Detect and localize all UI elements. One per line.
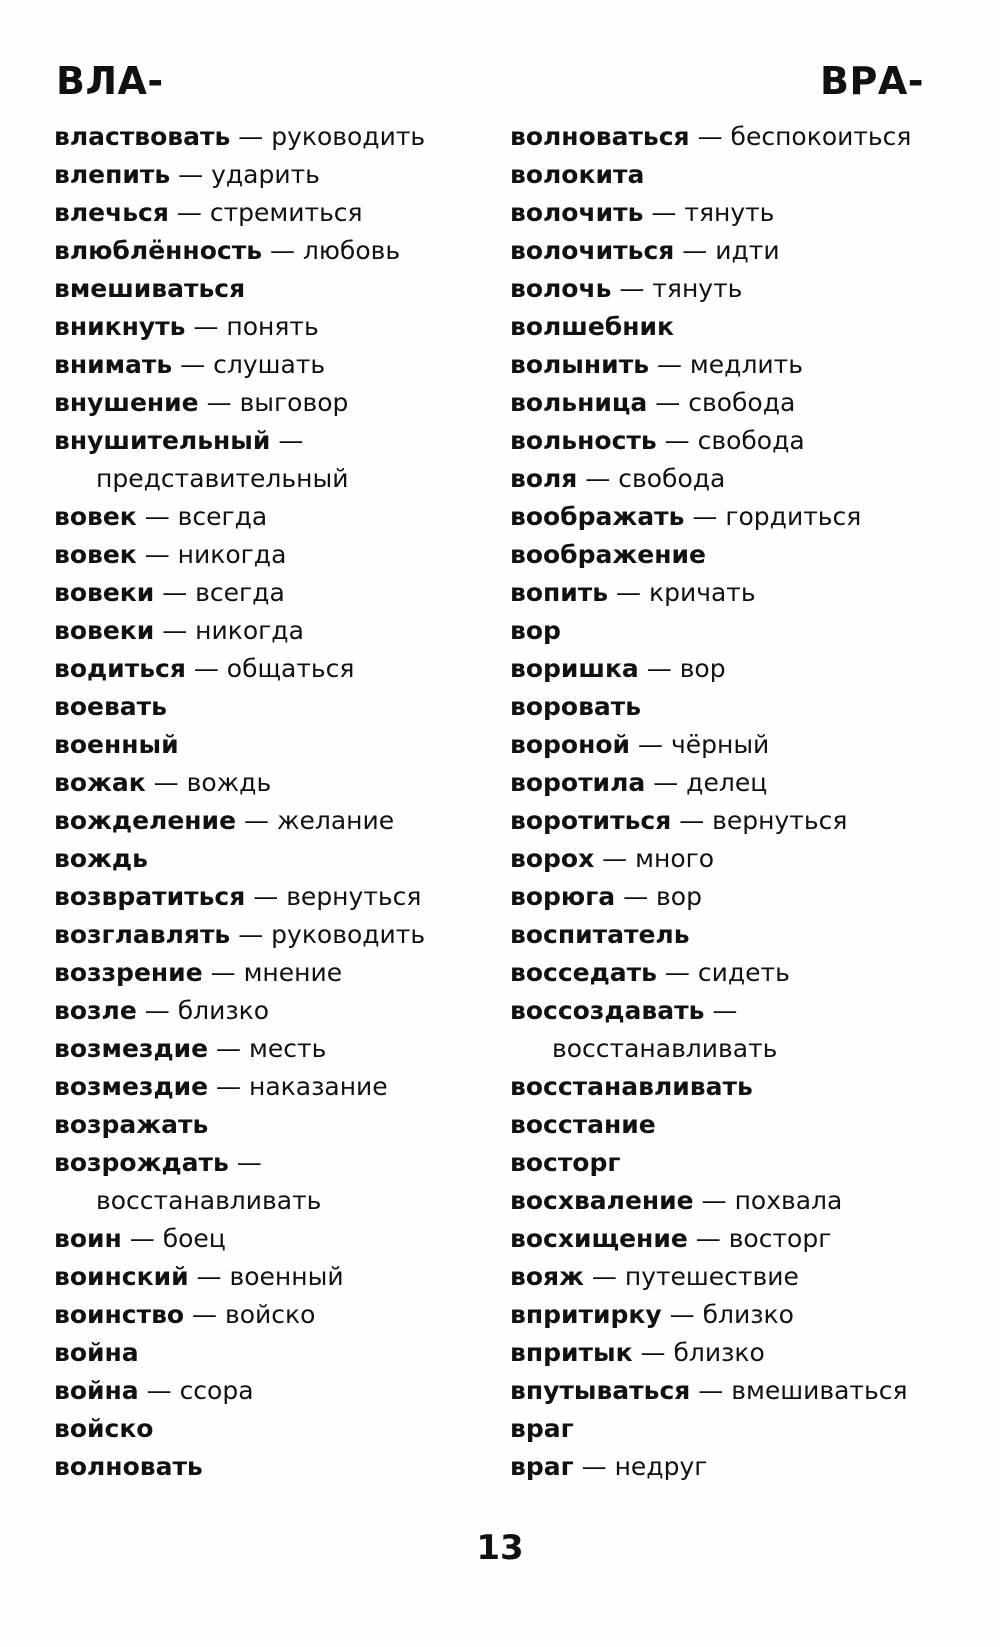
- dictionary-entry: [510, 422, 911, 460]
- entry-dash: —: [573, 1452, 615, 1481]
- dictionary-entry: [54, 498, 425, 536]
- dictionary-entry: [54, 1410, 425, 1448]
- entry-term: воинство: [54, 1300, 185, 1329]
- dictionary-entry: [54, 1334, 425, 1372]
- entry-term: война: [54, 1338, 139, 1367]
- dictionary-entry: [510, 574, 911, 612]
- entry-synonym: кричать: [649, 578, 756, 607]
- entry-dash: —: [136, 540, 178, 569]
- entry-synonym: вернуться: [712, 806, 848, 835]
- dictionary-entry: [54, 1372, 425, 1410]
- entry-synonym: никогда: [195, 616, 304, 645]
- entry-dash: —: [661, 1300, 703, 1329]
- dictionary-entry: [54, 1030, 425, 1068]
- entry-synonym: любовь: [302, 236, 401, 265]
- entry-dash: —: [684, 502, 726, 531]
- entry-dash: —: [145, 768, 187, 797]
- entry-term: влечься: [54, 198, 169, 227]
- entry-term: восстанавливать: [510, 1072, 753, 1101]
- entry-synonym: общаться: [226, 654, 355, 683]
- entry-term: воришка: [510, 654, 639, 683]
- entry-term: водиться: [54, 654, 186, 683]
- dictionary-entry: [510, 954, 911, 992]
- entry-dash: —: [138, 1376, 180, 1405]
- entry-term: волокита: [510, 160, 645, 189]
- entry-synonym: восторг: [728, 1224, 832, 1253]
- entry-dash: —: [638, 654, 680, 683]
- entry-term: внушительный: [54, 426, 271, 455]
- entry-synonym: руководить: [271, 122, 426, 151]
- entry-synonym: месть: [249, 1034, 327, 1063]
- entry-term: вояж: [510, 1262, 584, 1291]
- entry-term: военный: [54, 730, 179, 759]
- dictionary-entry: [54, 802, 425, 840]
- entry-term: возмездие: [54, 1072, 209, 1101]
- entry-dash: —: [230, 122, 272, 151]
- entry-term: воровать: [510, 692, 642, 721]
- dictionary-entry: [510, 498, 911, 536]
- right-column: [510, 118, 911, 1486]
- dictionary-entry: [54, 118, 425, 156]
- entry-dash: —: [647, 388, 689, 417]
- entry-synonym: свобода: [697, 426, 805, 455]
- entry-term: волочь: [510, 274, 612, 303]
- entry-dash: —: [643, 198, 685, 227]
- entry-term: возмездие: [54, 1034, 209, 1063]
- dictionary-entry: [510, 1220, 911, 1258]
- dictionary-entry: [54, 270, 425, 308]
- entry-term: вникнуть: [54, 312, 186, 341]
- entry-dash: —: [649, 350, 690, 379]
- entry-dash: —: [230, 920, 272, 949]
- entry-term: возле: [54, 996, 137, 1025]
- dictionary-entry: [54, 1068, 425, 1106]
- entry-synonym: ссора: [179, 1376, 254, 1405]
- dictionary-entry: [510, 194, 911, 232]
- entry-synonym: свобода: [688, 388, 796, 417]
- header-left-range: ВЛА-: [56, 59, 164, 103]
- entry-dash: —: [198, 388, 240, 417]
- entry-term: враг: [510, 1414, 574, 1443]
- entry-synonym: похвала: [734, 1186, 843, 1215]
- dictionary-entry: [510, 878, 911, 916]
- entry-term: внушение: [54, 388, 199, 417]
- dictionary-entry: [510, 1182, 911, 1220]
- dictionary-entry: [54, 916, 425, 954]
- entry-synonym: слушать: [213, 350, 326, 379]
- entry-dash: —: [630, 730, 671, 759]
- dictionary-entry: [54, 764, 425, 802]
- entry-dash: —: [236, 806, 277, 835]
- entry-term: воля: [510, 464, 578, 493]
- entry-synonym: всегда: [195, 578, 285, 607]
- dictionary-entry: [510, 270, 911, 308]
- entry-term: восстание: [510, 1110, 656, 1139]
- entry-term: вопить: [510, 578, 609, 607]
- dictionary-entry: [54, 1258, 425, 1296]
- dictionary-entry: [54, 840, 425, 878]
- dictionary-entry: [510, 536, 911, 574]
- page-number: 13: [476, 1528, 524, 1568]
- entry-term: восхваление: [510, 1186, 694, 1215]
- dictionary-entry: [54, 1448, 425, 1486]
- dictionary-entry: [54, 1220, 425, 1258]
- dictionary-entry: [510, 118, 911, 156]
- dictionary-entry: [54, 574, 425, 612]
- dictionary-entry: [510, 384, 911, 422]
- entry-synonym: военный: [229, 1262, 344, 1291]
- entry-dash: —: [577, 464, 619, 493]
- entry-term: войско: [54, 1414, 154, 1443]
- entry-dash: —: [262, 236, 303, 265]
- entry-synonym: восстанавливать: [552, 1034, 778, 1063]
- entry-synonym: медлить: [689, 350, 803, 379]
- entry-dash: —: [136, 996, 178, 1025]
- entry-synonym: мнение: [243, 958, 343, 987]
- entry-synonym: тянуть: [652, 274, 743, 303]
- entry-synonym: недруг: [614, 1452, 708, 1481]
- dictionary-entry: [510, 916, 911, 954]
- entry-synonym: свобода: [618, 464, 726, 493]
- entry-term: властвовать: [54, 122, 231, 151]
- dictionary-entry: [510, 1258, 911, 1296]
- entry-dash: —: [208, 1034, 250, 1063]
- entry-term: вороной: [510, 730, 631, 759]
- dictionary-entry: [54, 726, 425, 764]
- entry-term: впутываться: [510, 1376, 691, 1405]
- entry-synonym: делец: [686, 768, 768, 797]
- entry-term: волноваться: [510, 122, 690, 151]
- dictionary-entry: [510, 1144, 911, 1182]
- entry-dash: —: [583, 1262, 625, 1291]
- entry-synonym: выговор: [239, 388, 349, 417]
- entry-dash: —: [645, 768, 687, 797]
- entry-synonym: всегда: [177, 502, 268, 531]
- entry-term: волынить: [510, 350, 650, 379]
- entry-term: вожак: [54, 768, 146, 797]
- entry-dash: —: [270, 426, 304, 455]
- entry-term: ворох: [510, 844, 595, 873]
- entry-term: воин: [54, 1224, 122, 1253]
- entry-dash: —: [154, 616, 196, 645]
- entry-term: возражать: [54, 1110, 209, 1139]
- dictionary-entry: [510, 308, 911, 346]
- entry-dash: —: [208, 1072, 250, 1101]
- dictionary-entry: [510, 156, 911, 194]
- entry-synonym: вернуться: [286, 882, 422, 911]
- dictionary-entry: [510, 460, 911, 498]
- entry-term: вольность: [510, 426, 657, 455]
- entry-synonym: наказание: [249, 1072, 388, 1101]
- entry-synonym: вор: [679, 654, 726, 683]
- entry-synonym: боец: [162, 1224, 226, 1253]
- entry-synonym: близко: [702, 1300, 794, 1329]
- entry-term: вор: [510, 616, 561, 645]
- dictionary-entry: [54, 992, 425, 1030]
- entry-dash: —: [202, 958, 244, 987]
- entry-synonym: путешествие: [624, 1262, 799, 1291]
- entry-dash: —: [608, 578, 649, 607]
- dictionary-entry: [54, 688, 425, 726]
- entry-term: возрождать: [54, 1148, 229, 1177]
- entry-term: впритык: [510, 1338, 633, 1367]
- entry-term: возвратиться: [54, 882, 246, 911]
- dictionary-entry: [510, 992, 911, 1068]
- entry-synonym: вор: [656, 882, 702, 911]
- dictionary-entry: [510, 650, 911, 688]
- entry-dash: —: [689, 122, 731, 151]
- entry-term: волочиться: [510, 236, 675, 265]
- entry-dash: —: [704, 996, 738, 1025]
- left-column: [54, 118, 425, 1486]
- dictionary-entry: [54, 1296, 425, 1334]
- entry-dash: —: [632, 1338, 674, 1367]
- dictionary-entry: [510, 1296, 911, 1334]
- entry-term: восхищение: [510, 1224, 688, 1253]
- entry-dash: —: [674, 236, 716, 265]
- entry-synonym: никогда: [177, 540, 287, 569]
- dictionary-entry: [510, 1106, 911, 1144]
- entry-dash: —: [671, 806, 713, 835]
- dictionary-entry: [54, 384, 425, 422]
- entry-synonym: вмешиваться: [731, 1376, 908, 1405]
- entry-term: война: [54, 1376, 139, 1405]
- entry-dash: —: [188, 1262, 230, 1291]
- entry-synonym: близко: [673, 1338, 765, 1367]
- entry-term: вожделение: [54, 806, 237, 835]
- dictionary-entry: [54, 650, 425, 688]
- entry-synonym: гордиться: [725, 502, 862, 531]
- dictionary-entry: [54, 156, 425, 194]
- entry-term: возглавлять: [54, 920, 231, 949]
- entry-term: восседать: [510, 958, 657, 987]
- entry-dash: —: [615, 882, 657, 911]
- entry-synonym: войско: [225, 1300, 316, 1329]
- entry-synonym: тянуть: [684, 198, 775, 227]
- dictionary-entry: [510, 346, 911, 384]
- dictionary-entry: [54, 1106, 425, 1144]
- entry-synonym: много: [635, 844, 715, 873]
- entry-dash: —: [185, 312, 227, 341]
- dictionary-entry: [54, 536, 425, 574]
- entry-term: вовек: [54, 502, 137, 531]
- entry-dash: —: [690, 1376, 732, 1405]
- entry-dash: —: [693, 1186, 735, 1215]
- entry-term: вовеки: [54, 616, 155, 645]
- entry-dash: —: [594, 844, 636, 873]
- dictionary-entry: [54, 308, 425, 346]
- entry-synonym: понять: [226, 312, 319, 341]
- dictionary-entry: [510, 1410, 911, 1448]
- entry-dash: —: [687, 1224, 729, 1253]
- dictionary-entry: [510, 802, 911, 840]
- entry-term: влюблённость: [54, 236, 262, 265]
- entry-dash: —: [228, 1148, 262, 1177]
- entry-dash: —: [121, 1224, 163, 1253]
- entry-term: воссоздавать: [510, 996, 705, 1025]
- entry-term: воспитатель: [510, 920, 690, 949]
- dictionary-entry: [54, 612, 425, 650]
- entry-synonym: близко: [177, 996, 270, 1025]
- entry-dash: —: [656, 426, 698, 455]
- dictionary-entry: [510, 612, 911, 650]
- entry-synonym: сидеть: [697, 958, 790, 987]
- entry-term: воззрение: [54, 958, 203, 987]
- entry-term: воображать: [510, 502, 685, 531]
- entry-term: воевать: [54, 692, 167, 721]
- entry-synonym: руководить: [271, 920, 426, 949]
- entry-synonym: ударить: [211, 160, 320, 189]
- dictionary-entry: [54, 954, 425, 992]
- dictionary-entry: [54, 1144, 425, 1220]
- entry-term: впритирку: [510, 1300, 662, 1329]
- entry-dash: —: [168, 198, 210, 227]
- dictionary-entry: [510, 1372, 911, 1410]
- header-right-range: ВРА-: [820, 59, 924, 103]
- entry-synonym: идти: [715, 236, 780, 265]
- dictionary-entry: [54, 422, 425, 498]
- entry-term: враг: [510, 1452, 574, 1481]
- entry-dash: —: [172, 350, 214, 379]
- entry-term: волшебник: [510, 312, 675, 341]
- entry-term: восторг: [510, 1148, 621, 1177]
- entry-synonym: чёрный: [670, 730, 770, 759]
- entry-term: волочить: [510, 198, 644, 227]
- dictionary-entry: [54, 878, 425, 916]
- entry-term: вольница: [510, 388, 648, 417]
- entry-synonym: представительный: [96, 464, 349, 493]
- entry-term: вождь: [54, 844, 148, 873]
- entry-term: воротиться: [510, 806, 672, 835]
- entry-synonym: беспокоиться: [730, 122, 912, 151]
- entry-term: внимать: [54, 350, 173, 379]
- entry-synonym: желание: [276, 806, 395, 835]
- entry-term: воображение: [510, 540, 706, 569]
- entry-dash: —: [136, 502, 178, 531]
- entry-term: влепить: [54, 160, 171, 189]
- entry-synonym: восстанавливать: [96, 1186, 322, 1215]
- entry-term: воинский: [54, 1262, 189, 1291]
- entry-synonym: стремиться: [209, 198, 363, 227]
- entry-term: вовеки: [54, 578, 155, 607]
- entry-dash: —: [184, 1300, 225, 1329]
- dictionary-entry: [54, 194, 425, 232]
- dictionary-entry: [510, 1068, 911, 1106]
- entry-term: вовек: [54, 540, 137, 569]
- entry-dash: —: [245, 882, 287, 911]
- entry-term: волновать: [54, 1452, 203, 1481]
- dictionary-entry: [510, 764, 911, 802]
- dictionary-entry: [510, 726, 911, 764]
- dictionary-entry: [54, 232, 425, 270]
- entry-term: вмешиваться: [54, 274, 246, 303]
- dictionary-entry: [510, 840, 911, 878]
- entry-term: воротила: [510, 768, 646, 797]
- entry-dash: —: [170, 160, 212, 189]
- dictionary-entry: [510, 1334, 911, 1372]
- dictionary-entry: [510, 232, 911, 270]
- entry-dash: —: [611, 274, 653, 303]
- entry-dash: —: [656, 958, 698, 987]
- dictionary-entry: [510, 1448, 911, 1486]
- entry-dash: —: [185, 654, 227, 683]
- dictionary-entry: [510, 688, 911, 726]
- entry-synonym: вождь: [186, 768, 272, 797]
- dictionary-entry: [54, 346, 425, 384]
- entry-term: ворюга: [510, 882, 616, 911]
- entry-dash: —: [154, 578, 196, 607]
